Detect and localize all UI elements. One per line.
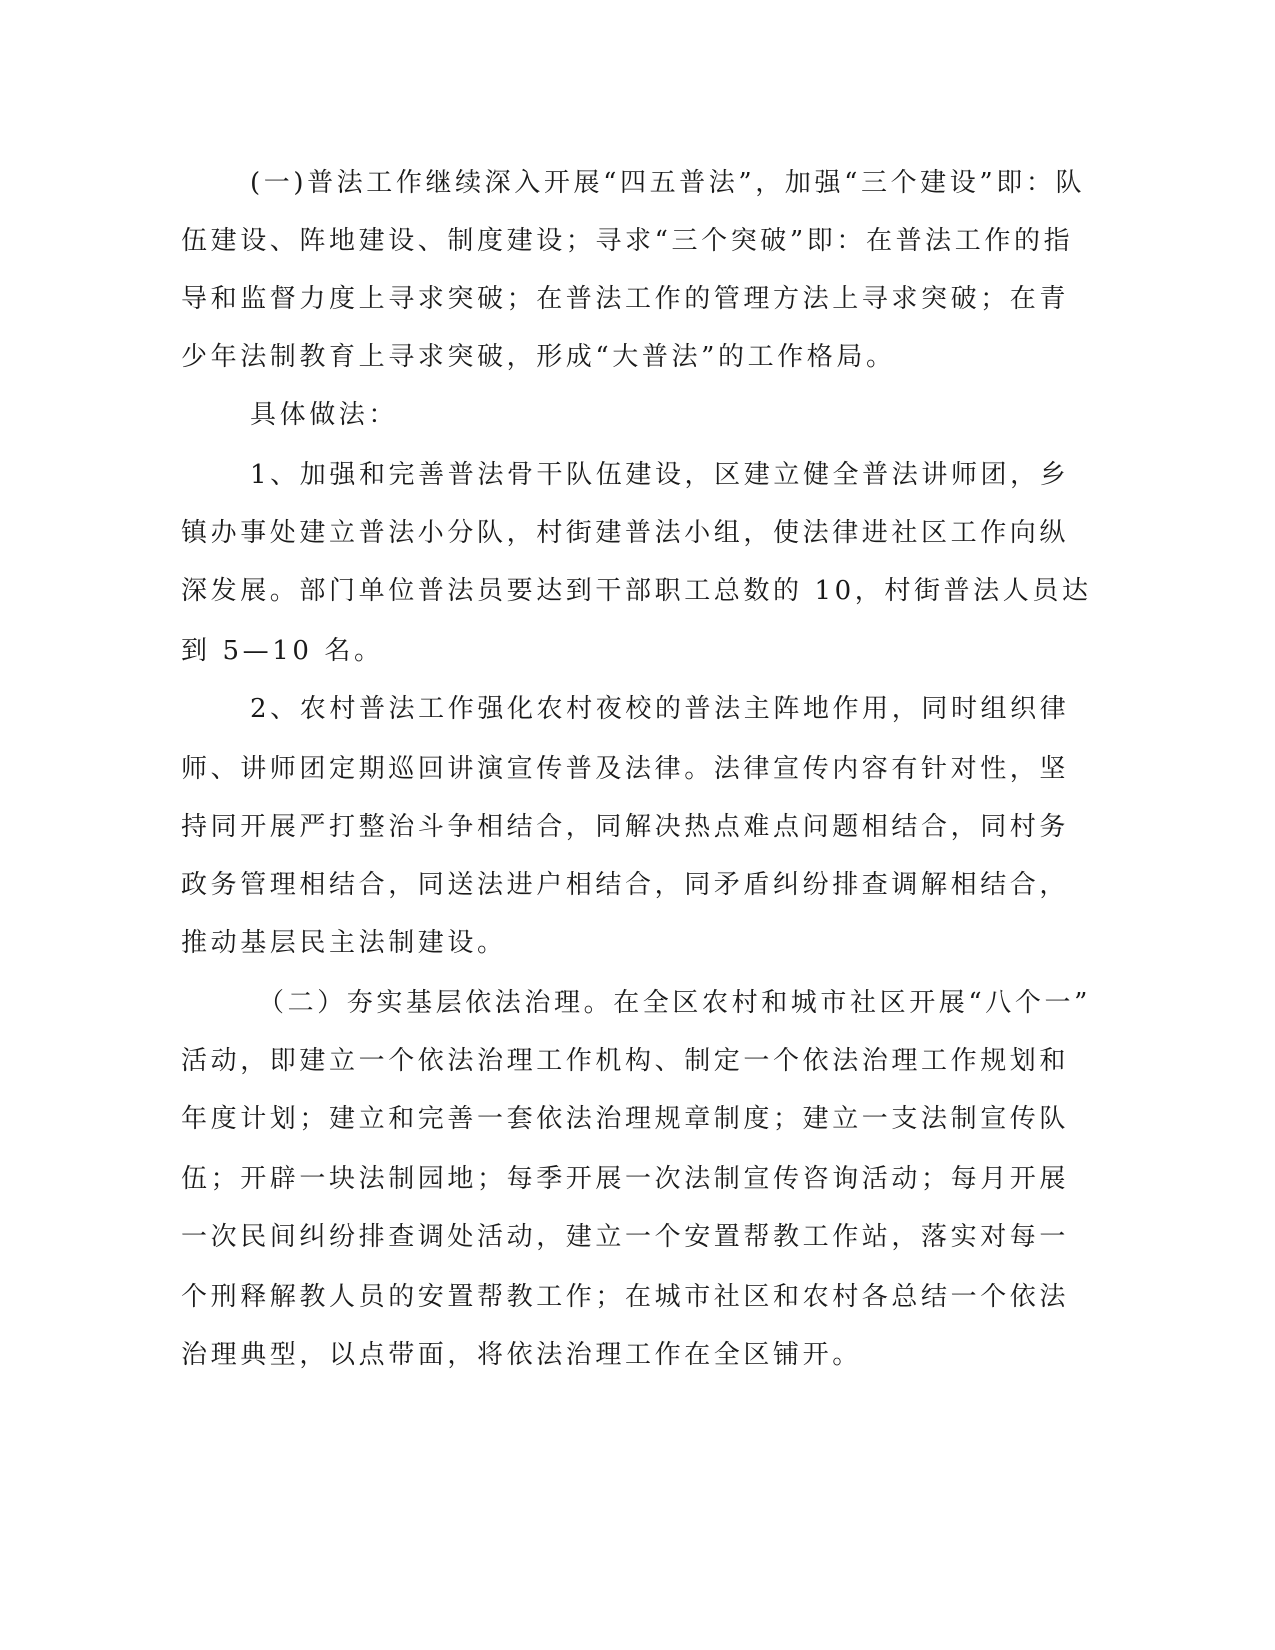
paragraph-line: 少年法制教育上寻求突破，形成“大普法”的工作格局。 [181,342,896,372]
paragraph-line: 具体做法： [250,400,399,430]
paragraph-line: （二）夯实基层依法治理。在全区农村和城市社区开展“八个一” [258,988,1091,1018]
paragraph-line: 镇办事处建立普法小分队，村街建普法小组，使法律进社区工作向纵 [181,518,1070,548]
paragraph-line: 活动，即建立一个依法治理工作机构、制定一个依法治理工作规划和 [181,1046,1070,1076]
paragraph-line: 1、加强和完善普法骨干队伍建设，区建立健全普法讲师团，乡 [250,460,1070,490]
paragraph-line: 推动基层民主法制建设。 [181,928,507,958]
paragraph-line: 伍建设、阵地建设、制度建设；寻求“三个突破”即：在普法工作的指 [181,226,1074,256]
paragraph-line: 师、讲师团定期巡回讲演宣传普及法律。法律宣传内容有针对性，坚 [181,754,1070,784]
paragraph-line: 到 5—10 名。 [181,636,384,666]
paragraph-line: 个刑释解教人员的安置帮教工作；在城市社区和农村各总结一个依法 [181,1282,1070,1312]
paragraph-line: 治理典型，以点带面，将依法治理工作在全区铺开。 [181,1340,862,1370]
paragraph-line: 持同开展严打整治斗争相结合，同解决热点难点问题相结合，同村务 [181,812,1070,842]
paragraph-line: 深发展。部门单位普法员要达到干部职工总数的 10，村街普法人员达 [181,576,1092,606]
paragraph-line: 2、农村普法工作强化农村夜校的普法主阵地作用，同时组织律 [250,694,1070,724]
paragraph-line: 一次民间纠纷排查调处活动，建立一个安置帮教工作站，落实对每一 [181,1222,1070,1252]
paragraph-line: 伍；开辟一块法制园地；每季开展一次法制宣传咨询活动；每月开展 [181,1164,1070,1194]
paragraph-line: 年度计划；建立和完善一套依法治理规章制度；建立一支法制宣传队 [181,1104,1070,1134]
paragraph-line: 政务管理相结合，同送法进户相结合，同矛盾纠纷排查调解相结合， [181,870,1070,900]
paragraph-line: 导和监督力度上寻求突破；在普法工作的管理方法上寻求突破；在青 [181,284,1070,314]
paragraph-line: (一)普法工作继续深入开展“四五普法”，加强“三个建设”即：队 [250,168,1086,198]
